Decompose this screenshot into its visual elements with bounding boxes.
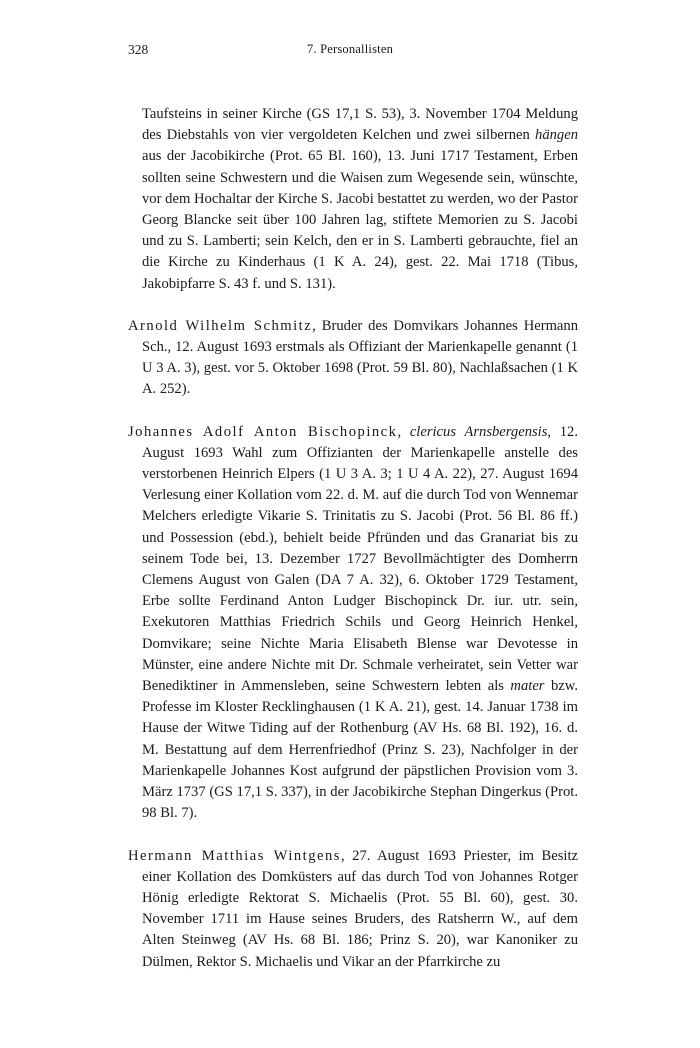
italic-term: hängen <box>535 127 578 144</box>
page-number: 328 <box>128 42 149 57</box>
italic-term: clericus Arnsbergensis <box>409 423 548 440</box>
biography-entry <box>128 422 578 825</box>
body-text <box>128 104 578 994</box>
entry-text: , 12. August 1693 Wahl zum Offizianten der Marienkapelle anstelle des verstorbenen Heinrich Elpers (1 U 3 A. 3; 1 U 4 A. 22), 27. August 1694 Verlesung einer Kollation vom 22. d. M. auf die durch Tod von Wennemar Melchers erledigte Vikarie S. Trinitatis zu S. Jacobi (Prot. 56 Bl. 86 ff.) und Possession (ebd.), behielt beide Pfründen und das Granariat bis zu seinem Tode bei, 13. Dezember 1727 Bevollmächtigter des Domherrn Clemens August von Galen (DA 7 A. 32), 6. Oktober 1729 Testament, Erbe sollte Ferdinand Anton Ludger Bischopinck Dr. iur. utr. sein, Exekutoren Matthias Friedrich Schils und Georg Heinrich Henkel, Domvikare; seine Nichte Maria Elisabeth Blense war Devotesse in Münster, eine andere Nichte mit Dr. Schmale verheiratet, sein Vetter war Benediktiner in Ammensleben, seine Schwestern lebten als <box>142 423 578 695</box>
biography-entry <box>128 846 578 973</box>
entry-text: , Bruder des Domvikars Johannes Hermann Sch., 12. August 1693 erstmals als Offiziant der Marienkapelle genannt (1 U 3 A. 3), gest. vor 5. Oktober 1698 (Prot. 59 Bl. 80), Nachlaßsachen (1 K A. 252). <box>142 317 578 398</box>
entry-text: , 27. August 1693 Priester, im Besitz einer Kollation des Domküsters auf das durch Tod von Johannes Rotger Hönig erledigte Rektorat S. Michaelis (Prot. 55 Bl. 60), gest. 30. November 1711 im Hause seines Bruders, des Ratsherrn W., auf dem Alten Steinweg (AV Hs. 68 Bl. 186; Prinz S. 20), war Kanoniker zu Dülmen, Rektor S. Michaelis und Vikar an der Pfarrkirche zu <box>142 847 579 970</box>
entry-text: , <box>397 423 410 440</box>
entry-text: bzw. Professe im Kloster Recklinghausen (1 K A. 21), gest. 14. Januar 1738 im Hause der Witwe Tiding auf der Rothenburg (AV Hs. 68 Bl. 192), 16. d. M. Bestattung auf dem Herrenfriedhof (Prinz S. 23), Nachfolger in der Marienkapelle Johannes Kost aufgrund der päpstlichen Provision vom 3. März 1737 (GS 17,1 S. 337), in der Jacobikirche Stephan Dingerkus (Prot. 98 Bl. 7). <box>142 678 578 822</box>
entry-text: aus der Jacobikirche (Prot. 65 Bl. 160), 13. Juni 1717 Testament, Erben sollten seine Schwestern und die Waisen zum Wegesende sein, wünschte, vor dem Hochaltar der Kirche S. Jacobi bestattet zu werden, wo der Pastor Georg Blancke seit über 100 Jahren lag, stiftete Memorien zu S. Jacobi und zu S. Lamberti; sein Kelch, den er in S. Lamberti gebrauchte, fiel an die Kirche zu Kinderhaus (1 K A. 24), gest. 22. Mai 1718 (Tibus, Jakobipfarre S. 43 f. und S. 131). <box>142 148 578 292</box>
entry-text: Taufsteins in seiner Kirche (GS 17,1 S. 53), 3. November 1704 Meldung des Diebstahls von vier vergoldeten Kelchen und zwei silbernen <box>142 106 578 144</box>
italic-term: mater <box>510 678 545 695</box>
person-name: Hermann Matthias Wintgens <box>128 847 341 864</box>
running-head: 7. Personallisten <box>306 42 394 56</box>
person-name: Johannes Adolf Anton Bischopinck <box>128 423 398 440</box>
person-name: Arnold Wilhelm Schmitz <box>128 317 313 334</box>
page-header <box>128 42 572 64</box>
entry-continuation <box>128 104 578 295</box>
biography-entry <box>128 316 578 401</box>
